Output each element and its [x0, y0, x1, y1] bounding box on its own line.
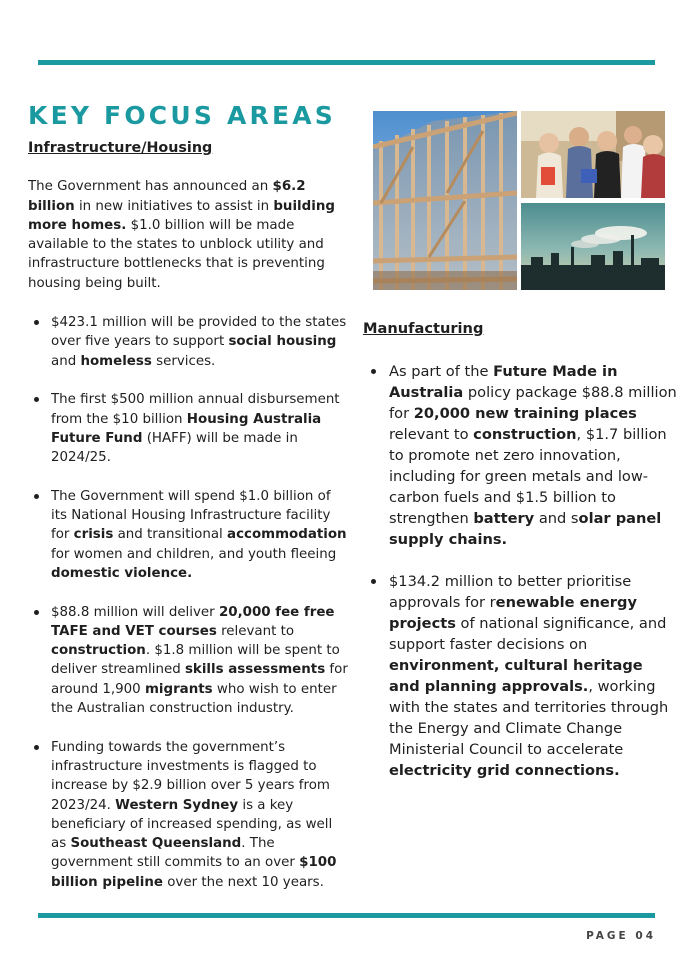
bottom-divider [38, 913, 655, 918]
bold-phrase: Housing Australia Future Fund [51, 411, 322, 446]
infrastructure-intro: The Government has announced an $6.2 billion in new initiatives to assist in building more homes. $1.0 billion will be made available to the states to unblock utility and infrastructure bottlenecks that is preventing housing being built. [28, 179, 335, 291]
list-item: $88.8 million will deliver 20,000 fee free TAFE and VET courses relevant to construction. $1.8 million will be spent to deliver streamlined skills assessments for around 1,900 migrants who wish to enter the Australian construction industry. [51, 603, 348, 719]
bold-phrase: enewable energy projects [389, 594, 637, 632]
bold-phrase: skills assessments [184, 662, 326, 678]
list-item: The first $500 million annual disbursement from the $10 billion Housing Australia Future Fund (HAFF) will be made in 2024/25. [51, 390, 348, 467]
bold-phrase: $100 billion pipeline [51, 855, 337, 890]
list-item: The Government will spend $1.0 billion of its National Housing Infrastructure facility for crisis and transitional accommodation for women and children, and youth fleeing domestic violence. [51, 487, 348, 583]
bold-phrase: 20,000 new training places [413, 405, 637, 422]
industrial-skyline-photo [521, 203, 665, 290]
bold-phrase: environment, cultural heritage and planning approvals. [389, 657, 643, 695]
students-photo [521, 111, 665, 198]
bold-phrase: Southeast Queensland [70, 836, 242, 852]
bold-phrase: social housing [228, 334, 337, 350]
list-item: As part of the Future Made in Australia policy package $88.8 million for 20,000 new training places relevant to construction, $1.7 billion to promote net zero innovation, including for green metals and low-carbon fuels and $1.5 billion to strengthen battery and solar panel supply chains. [389, 363, 677, 548]
infrastructure-heading: Infrastructure/Housing [28, 140, 213, 156]
manufacturing-bullet-list [363, 361, 678, 781]
bold-phrase: domestic violence. [51, 565, 193, 581]
bold-phrase: battery [473, 510, 535, 527]
list-item: $134.2 million to better prioritise approvals for renewable energy projects of national significance, and support faster decisions on environment, cultural heritage and planning approvals., working with the states and territories through the Energy and Climate Change Ministerial Council to accelerate electricity grid connections. [389, 571, 678, 781]
top-divider [38, 60, 655, 65]
bold-phrase: migrants [144, 681, 213, 697]
bold-phrase: Western Sydney [115, 797, 239, 813]
list-item: $423.1 million will be provided to the states over five years to support social housing and homeless services. [51, 313, 348, 371]
list-item: Funding towards the government’s infrastructure investments is flagged to increase by $2.9 billion over 5 years from 2023/24. Western Sydney is a key beneficiary of increased spending, as well as Southeast Queensland. The government still commits to an over $100 billion pipeline over the next 10 years. [51, 738, 348, 892]
bold-phrase: construction [51, 643, 146, 659]
infrastructure-section [28, 139, 348, 911]
bold-phrase: crisis [73, 527, 114, 543]
manufacturing-section [363, 318, 678, 802]
bold-phrase: olar panel supply chains. [389, 510, 662, 548]
house-framing-photo [373, 111, 517, 290]
bold-phrase: building more homes. [28, 198, 335, 233]
bold-phrase: homeless [80, 353, 152, 369]
bold-phrase: 20,000 fee free TAFE and VET courses [51, 604, 335, 639]
bold-phrase: electricity grid connections. [389, 762, 620, 779]
page-title: KEY FOCUS AREAS [28, 101, 336, 130]
bold-phrase: accommodation [227, 527, 347, 543]
page-number: PAGE 04 [586, 930, 656, 942]
infrastructure-bullet-list [28, 313, 348, 892]
bold-phrase: Future Made in Australia [389, 363, 618, 401]
bold-phrase: $6.2 billion [28, 179, 306, 214]
manufacturing-heading: Manufacturing [363, 320, 484, 337]
bold-phrase: construction [473, 426, 577, 443]
